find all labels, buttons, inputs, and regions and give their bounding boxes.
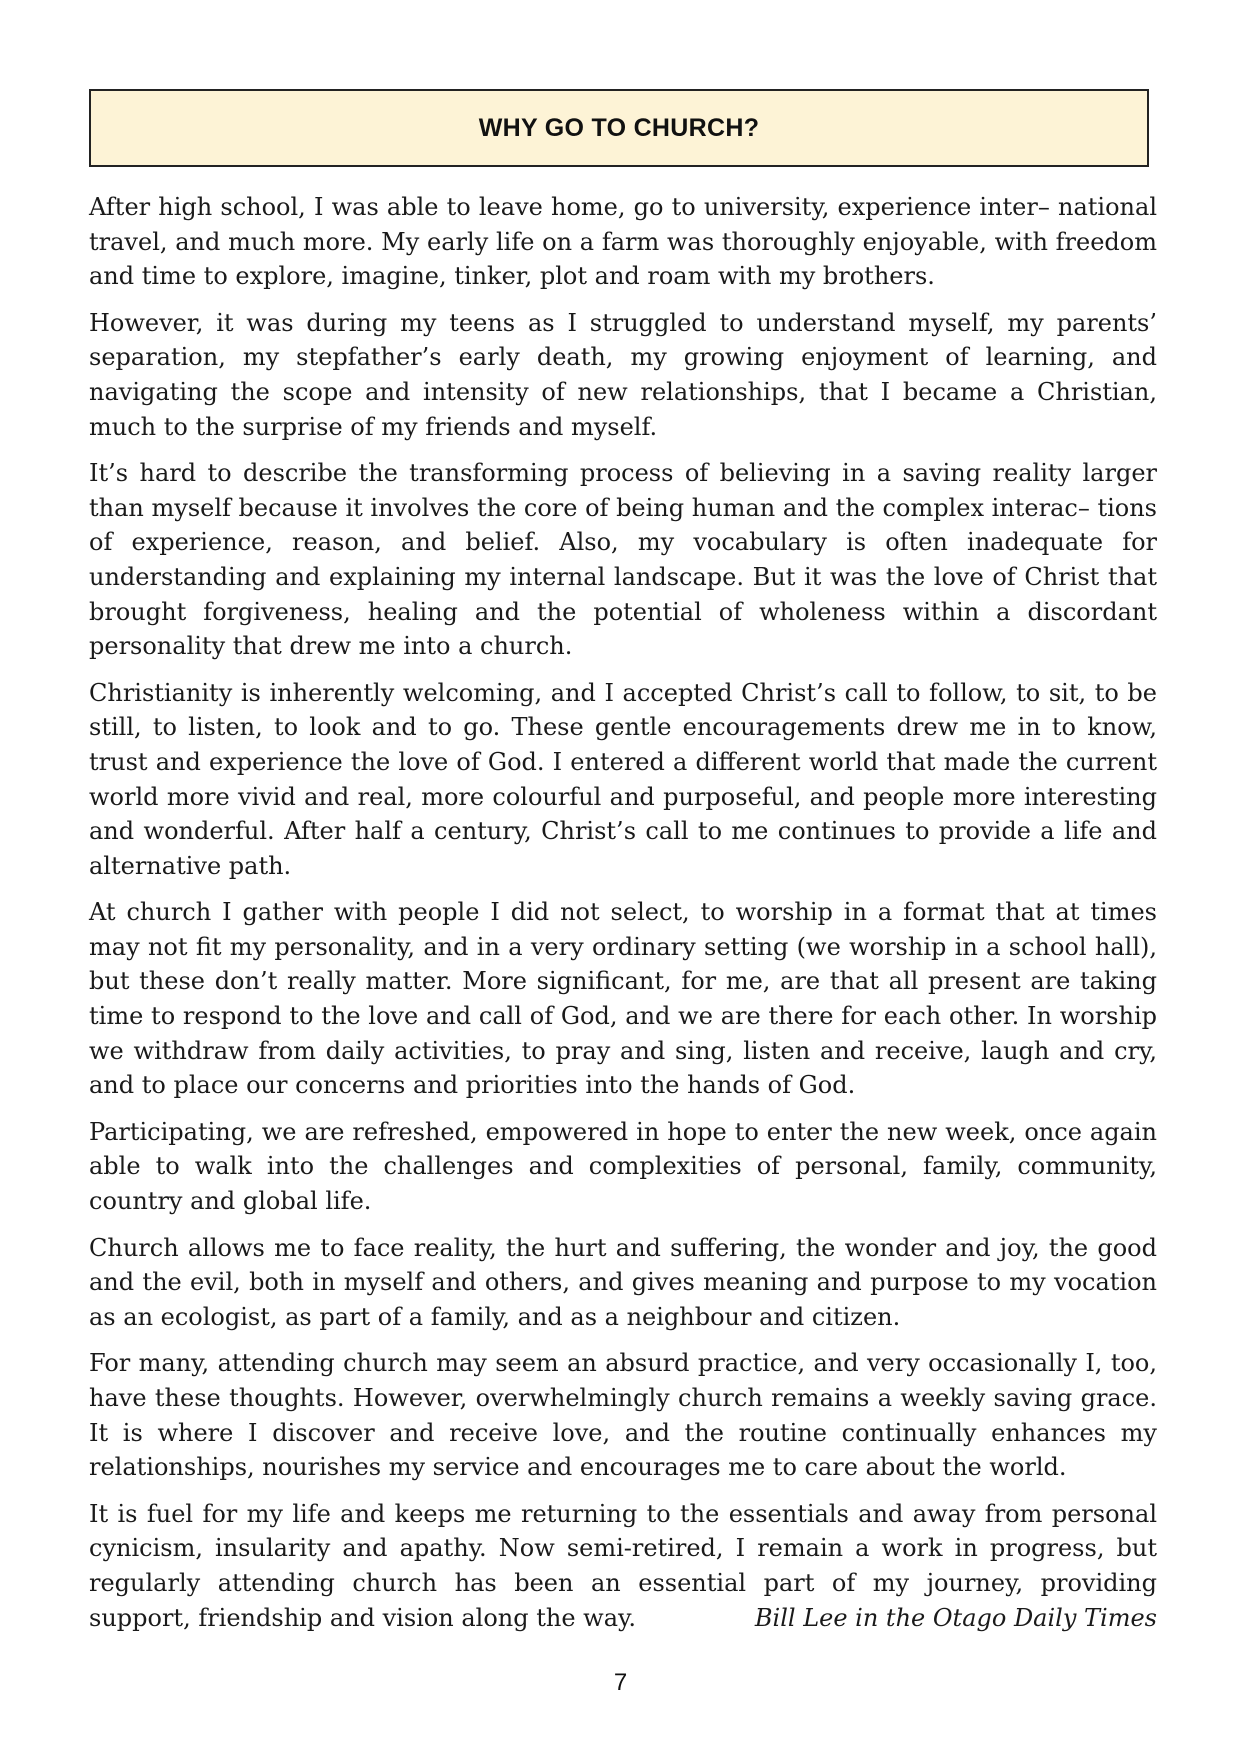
- paragraph: At church I gather with people I did not select, to worship in a format that at times may not fit my personality, and in a very ordinary setting (we worship in a school hall), but these don’t really matter. More significant, for me, are that all present are taking time to respond to the love and call of God, and we are there for each other. In worship we withdraw from daily activities, to pray and sing, listen and receive, laugh and cry, and to place our concerns and priorities into the hands of God.: [89, 898, 1157, 1100]
- paragraph: Participating, we are refreshed, empowered in hope to enter the new week, once again able to walk into the challenges and complexities of personal, family, community, country and global life.: [89, 1117, 1157, 1216]
- page-number: 7: [613, 1669, 628, 1696]
- paragraph: Christianity is inherently welcoming, and I accepted Christ’s call to follow, to sit, to be still, to listen, to look and to go. These gentle encouragements drew me in to know, trust and experience the love of God. I entered a different world that made the current world more vivid and real, more colourful and purposeful, and people more interesting and wonderful. After half a century, Christ’s call to me continues to provide a life and alternative path.: [89, 678, 1157, 880]
- paragraph: For many, attending church may seem an absurd practice, and very occasionally I, too, have these thoughts. However, overwhelmingly church remains a weekly saving grace. It is where I discover and receive love, and the routine continually enhances my relationships, nourishes my service and encourages me to care about the world.: [89, 1349, 1157, 1482]
- paragraph: After high school, I was able to leave home, go to university, experience inter– national travel, and much more. My early life on a farm was thoroughly enjoyable, with freedom and time to explore, imagine, tinker, plot and roam with my brothers.: [89, 193, 1157, 291]
- paragraph: Church allows me to face reality, the hurt and suffering, the wonder and joy, the good and the evil, both in myself and others, and gives meaning and purpose to my vocation as an ecologist, as part of a family, and as a neighbour and citizen.: [89, 1233, 1157, 1331]
- paragraph-final: [89, 1497, 1157, 1635]
- page-title: WHY GO TO CHURCH?: [478, 113, 760, 142]
- attribution: Bill Lee in the Otago Daily Times: [754, 1603, 1157, 1632]
- paragraph-final-text: It is fuel for my life and keeps me returning to the essentials and away from personal cynicism, insularity and apathy. Now semi-retired, I remain a work in progress, but regularly attending church has been an essential part of my journey, providing support, friendship and vision along the way.: [89, 1499, 1157, 1632]
- article-body: [89, 190, 1157, 1635]
- paragraph: It’s hard to describe the transforming process of believing in a saving reality larger than myself because it involves the core of being human and the complex interac– tions of experience, reason, and belief. Also, my vocabulary is often inadequate for understanding and explaining my internal landscape. But it was the love of Christ that brought forgiveness, healing and the potential of wholeness within a discordant personality that drew me into a church.: [89, 459, 1157, 661]
- paragraph: However, it was during my teens as I struggled to understand myself, my parents’ separation, my stepfather’s early death, my growing enjoyment of learning, and navigating the scope and intensity of new relationships, that I became a Christian, much to the surprise of my friends and myself.: [89, 308, 1157, 441]
- title-box: [89, 89, 1149, 167]
